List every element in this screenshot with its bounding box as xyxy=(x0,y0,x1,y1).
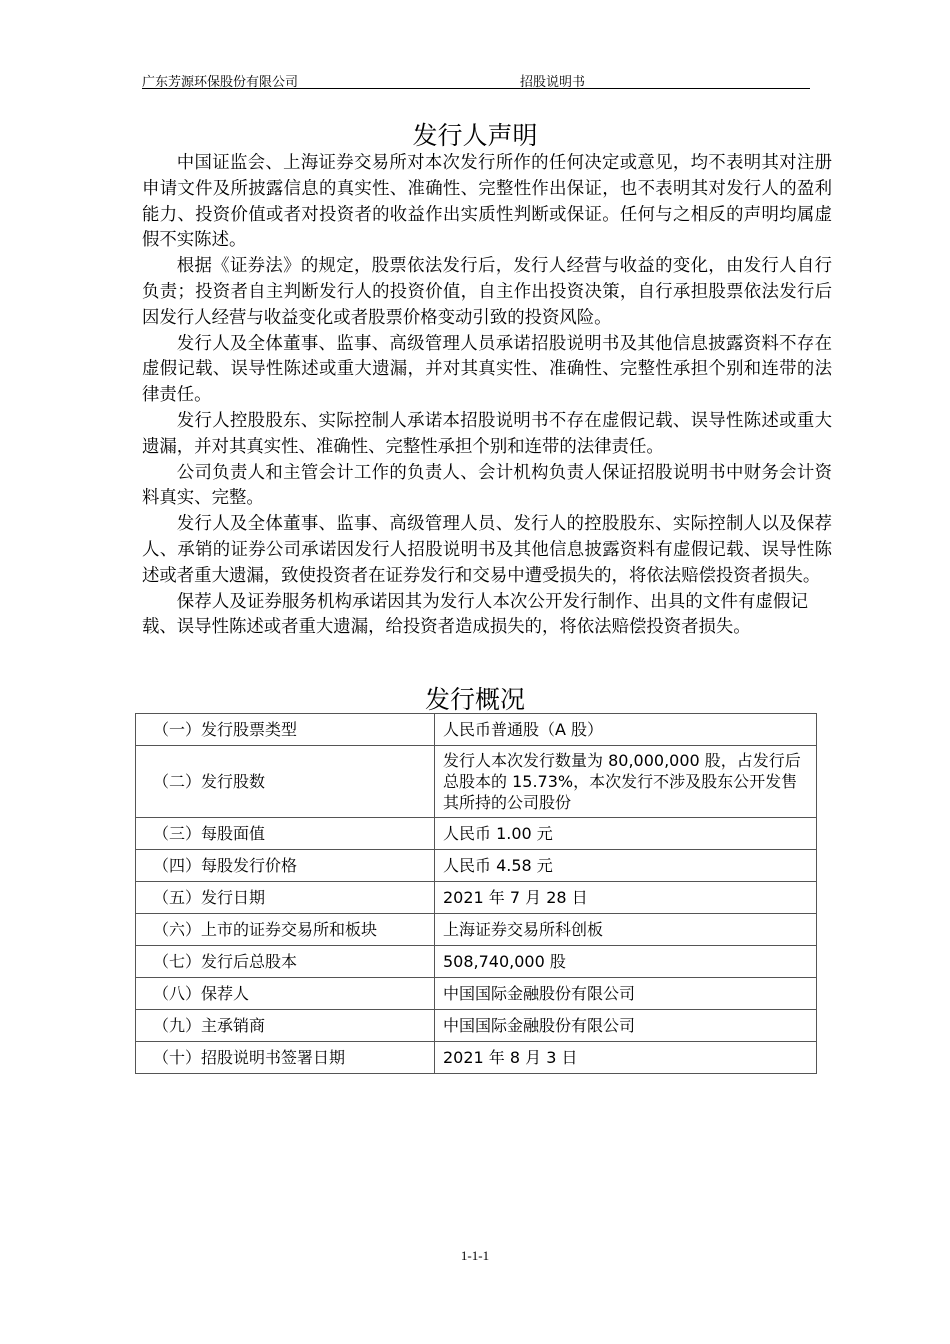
table-row xyxy=(136,914,817,946)
header-doc-type: 招股说明书 xyxy=(520,75,586,90)
row-label: （七）发行后总股本 xyxy=(136,946,435,978)
row-label: （十）招股说明书签署日期 xyxy=(136,1042,435,1074)
declaration-paragraph: 发行人及全体董事、监事、高级管理人员、发行人的控股股东、实际控制人以及保荐人、承销的证券公司承诺因发行人招股说明书及其他信息披露资料有虚假记载、误导性陈述或者重大遗漏，致使投资者在证券发行和交易中遭受损失的，将依法赔偿投资者损失。 xyxy=(142,514,832,586)
row-label: （四）每股发行价格 xyxy=(136,850,435,882)
declaration-paragraph: 发行人及全体董事、监事、高级管理人员承诺招股说明书及其他信息披露资料不存在虚假记载、误导性陈述或重大遗漏，并对其真实性、准确性、完整性承担个别和连带的法律责任。 xyxy=(142,333,832,406)
row-label: （八）保荐人 xyxy=(136,978,435,1010)
row-label: （三）每股面值 xyxy=(136,818,435,850)
row-value: 2021 年 7 月 28 日 xyxy=(435,882,817,914)
overview-title: 发行概况 xyxy=(424,685,525,714)
declaration-paragraph: 中国证监会、上海证券交易所对本次发行所作的任何决定或意见，均不表明其对注册申请文件及所披露信息的真实性、准确性、完整性作出保证，也不表明其对发行人的盈利能力、投资价值或者对投资者的收益作出实质性判断或保证。任何与之相反的声明均属虚假不实陈述。 xyxy=(142,153,832,251)
table-row xyxy=(136,978,817,1010)
row-label: （一）发行股票类型 xyxy=(136,714,435,746)
row-value: 508,740,000 股 xyxy=(435,946,817,978)
table-row xyxy=(136,746,817,818)
table-row xyxy=(136,850,817,882)
table-row xyxy=(136,1010,817,1042)
page-number: 1-1-1 xyxy=(460,1248,490,1263)
row-label: （六）上市的证券交易所和板块 xyxy=(136,914,435,946)
table-row xyxy=(136,946,817,978)
page-header xyxy=(142,70,810,89)
declaration-paragraph: 发行人控股股东、实际控制人承诺本招股说明书不存在虚假记载、误导性陈述或重大遗漏，并对其真实性、准确性、完整性承担个别和连带的法律责任。 xyxy=(142,410,832,457)
declaration-title: 发行人声明 xyxy=(412,121,538,150)
table-row xyxy=(136,818,817,850)
row-label: （五）发行日期 xyxy=(136,882,435,914)
table-row xyxy=(136,714,817,746)
row-value: 中国国际金融股份有限公司 xyxy=(435,978,817,1010)
declaration-paragraph: 公司负责人和主管会计工作的负责人、会计机构负责人保证招股说明书中财务会计资料真实、完整。 xyxy=(142,462,832,509)
declaration-body xyxy=(142,151,832,641)
row-value: 人民币普通股（A 股） xyxy=(435,714,817,746)
table-row xyxy=(136,1042,817,1074)
declaration-paragraph: 根据《证券法》的规定，股票依法发行后，发行人经营与收益的变化，由发行人自行负责；投资者自主判断发行人的投资价值，自主作出投资决策，自行承担股票依法发行后因发行人经营与收益变化或者股票价格变动引致的投资风险。 xyxy=(142,256,832,328)
row-value: 2021 年 8 月 3 日 xyxy=(435,1042,817,1074)
row-label: （九）主承销商 xyxy=(136,1010,435,1042)
overview-table xyxy=(135,713,817,1074)
row-value: 发行人本次发行数量为 80,000,000 股，占发行后总股本的 15.73%，本次发行不涉及股东公开发售其所持的公司股份 xyxy=(435,746,817,818)
row-value: 人民币 1.00 元 xyxy=(435,818,817,850)
row-value: 中国国际金融股份有限公司 xyxy=(435,1010,817,1042)
row-value: 上海证券交易所科创板 xyxy=(435,914,817,946)
header-company: 广东芳源环保股份有限公司 xyxy=(142,75,299,90)
row-value: 人民币 4.58 元 xyxy=(435,850,817,882)
row-label: （二）发行股数 xyxy=(136,746,435,818)
table-row xyxy=(136,882,817,914)
declaration-paragraph: 保荐人及证券服务机构承诺因其为发行人本次公开发行制作、出具的文件有虚假记载、误导性陈述或者重大遗漏，给投资者造成损失的，将依法赔偿投资者损失。 xyxy=(142,591,808,638)
